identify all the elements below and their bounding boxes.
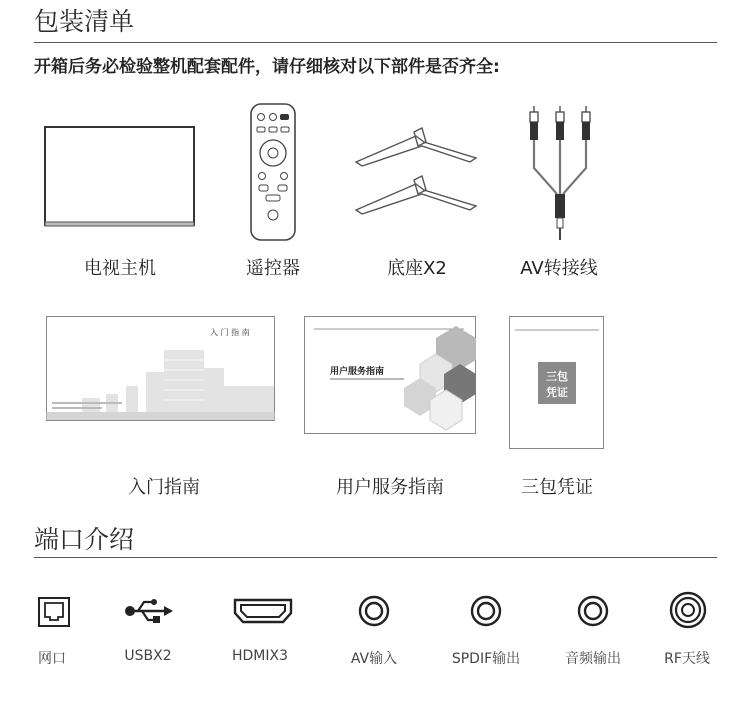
port-label-ethernet: 网口: [38, 651, 66, 667]
usb-icon: [124, 598, 174, 624]
user-service-guide-illustration: [304, 316, 476, 434]
spdif-output-jack-icon: [470, 595, 502, 627]
port-label-av-input: AV输入: [350, 651, 398, 667]
av-cable-illustration: [524, 106, 596, 248]
item-label-user-service-guide: 用户服务指南: [336, 477, 444, 498]
remote-control-illustration: [250, 103, 296, 243]
ports-title: 端口介绍: [34, 525, 135, 554]
item-label-av-cable: AV转接线: [520, 258, 598, 279]
packing-subtitle: 开箱后务必检验整机配套配件，请仔细核对以下部件是否齐全:: [34, 57, 500, 77]
ports-title-divider: [34, 557, 717, 558]
warranty-doc-title-line2: 凭证: [546, 386, 568, 399]
av-input-jack-icon: [358, 595, 390, 627]
ethernet-port-icon: [38, 597, 70, 627]
warranty-card-illustration: [509, 316, 605, 450]
tv-illustration: [44, 126, 196, 230]
audio-output-jack-icon: [577, 595, 609, 627]
rf-antenna-jack-icon: [669, 591, 707, 629]
user-service-doc-title: 用户服务指南: [330, 367, 385, 377]
port-label-audio-output: 音频输出: [565, 651, 621, 667]
port-label-hdmi: HDMIX3: [231, 648, 288, 664]
quick-start-guide-illustration: [46, 316, 276, 422]
stand-illustration: [352, 126, 482, 220]
hdmi-port-icon: [233, 598, 293, 624]
warranty-doc-title-line1: 三包: [546, 370, 568, 383]
packing-title-divider: [34, 42, 717, 43]
packing-list-title: 包装清单: [34, 7, 135, 36]
item-label-remote: 遥控器: [246, 258, 300, 279]
port-label-usb: USBX2: [124, 648, 172, 664]
item-label-tv: 电视主机: [84, 258, 156, 279]
item-label-warranty-card: 三包凭证: [521, 477, 593, 498]
item-label-quick-start-guide: 入门指南: [128, 477, 200, 498]
port-label-rf-antenna: RF天线: [664, 651, 710, 667]
quick-start-doc-title: 入 门 指 南: [210, 328, 250, 337]
port-label-spdif-output: SPDIF输出: [451, 651, 521, 667]
item-label-stand: 底座X2: [387, 258, 447, 279]
